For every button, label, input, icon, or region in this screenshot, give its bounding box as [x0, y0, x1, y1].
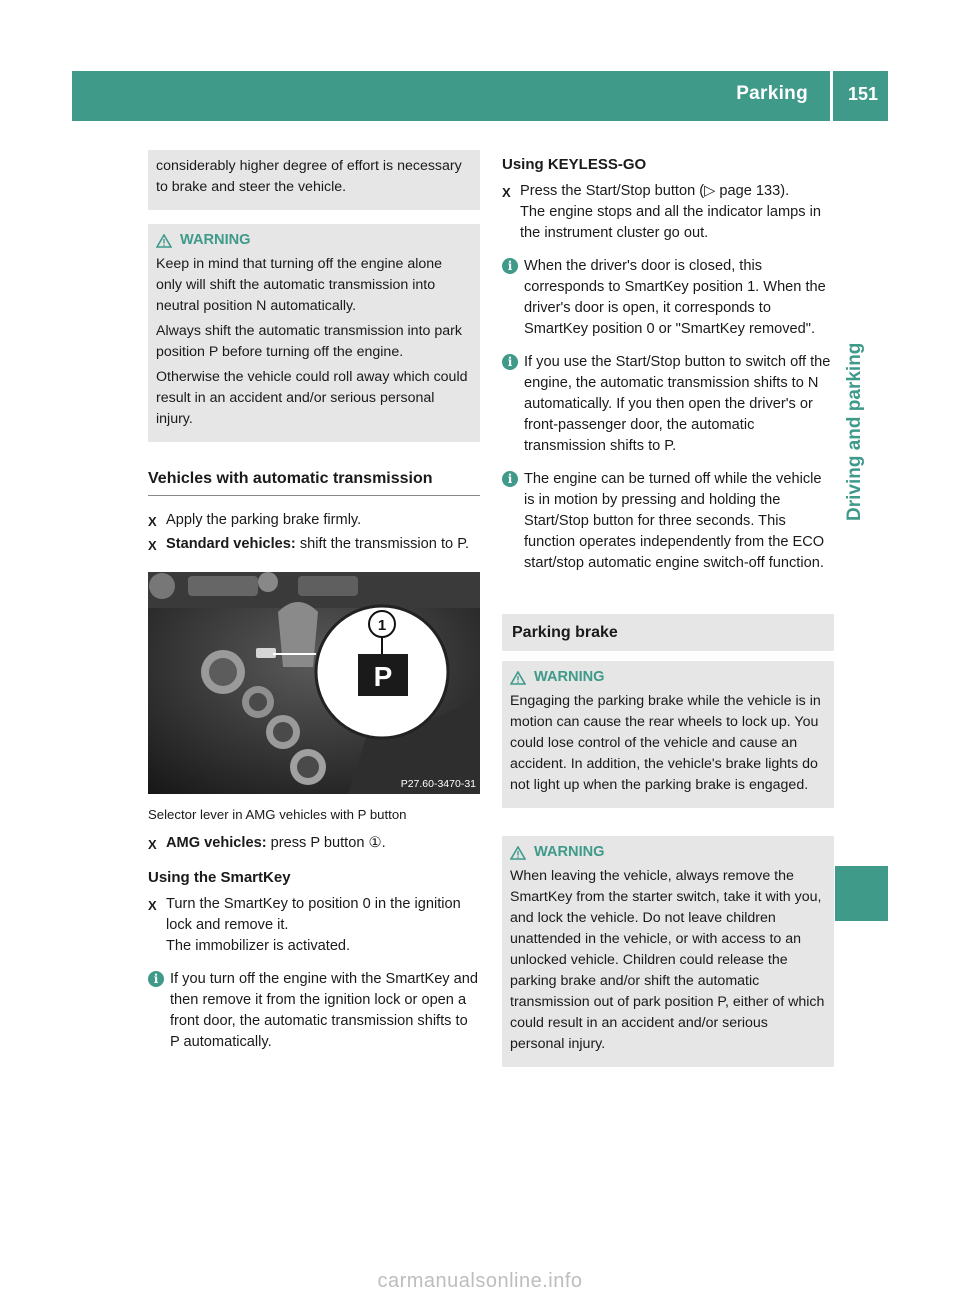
step-marker-icon: X: [148, 538, 157, 553]
watermark: carmanualsonline.info: [377, 1270, 583, 1292]
warning-paragraph: When leaving the vehicle, always remove the SmartKey from the starter switch, take it with you, and lock the vehicle. Do not leave children unattended in the vehicle, or with access to an unlocked vehicle. Children could release the parking brake and/or shift the automatic transmission out of park position P, either of which could result in an accident and/or serious personal injury.: [510, 868, 825, 1052]
right-column: [502, 150, 834, 1067]
warning-label: WARNING: [180, 232, 251, 248]
step-text: Standard vehicles: shift the transmission to P.: [166, 536, 470, 552]
section-heading: Vehicles with automatic transmission: [148, 468, 480, 496]
step-marker-icon: X: [148, 898, 157, 913]
figure-code: P27.60-3470-31: [400, 778, 476, 790]
instruction-step: [502, 181, 834, 244]
warning-box-parking-brake: [502, 661, 834, 808]
step-text: AMG vehicles: press P button ①.: [166, 835, 386, 851]
warning-header: [510, 842, 826, 863]
continued-warning-text: considerably higher degree of effort is necessary to brake and steer the vehicle.: [156, 158, 462, 195]
info-icon: i: [502, 354, 518, 370]
subheading: Using the SmartKey: [148, 869, 291, 886]
info-note: [148, 969, 480, 1053]
section-heading-bar: Parking brake: [502, 614, 834, 651]
warning-label: WARNING: [534, 669, 605, 685]
header-divider: [830, 71, 833, 121]
info-text: If you turn off the engine with the SmartKey and then remove it from the ignition lock or open a front door, the automatic transmission shifts to P automatically.: [170, 971, 479, 1050]
info-note: [502, 256, 834, 340]
warning-paragraph: Keep in mind that turning off the engine alone only will shift the automatic transmission into neutral position N automatically.: [156, 256, 443, 314]
info-text: When the driver's door is closed, this corresponds to SmartKey position 1. When the driver's door is open, it corresponds to SmartKey position 0 or "SmartKey removed".: [524, 258, 826, 337]
info-icon: i: [502, 258, 518, 274]
chapter-label: Driving and parking: [844, 342, 865, 521]
warning-paragraph: Otherwise the vehicle could roll away which could result in an accident and/or serious personal injury.: [156, 369, 468, 427]
warning-header: [510, 667, 826, 688]
chapter-side-tab: [836, 121, 888, 531]
left-column: [148, 150, 480, 1053]
warning-label: WARNING: [534, 844, 605, 860]
instruction-step: [148, 894, 480, 957]
warning-triangle-icon: [156, 234, 172, 248]
step-marker-icon: X: [148, 514, 157, 529]
chapter-marker-block: [835, 866, 888, 921]
figure-caption: Selector lever in AMG vehicles with P button: [148, 807, 407, 822]
continued-warning-box: [148, 150, 480, 210]
subheading: Using KEYLESS-GO: [502, 156, 647, 173]
instruction-step: [148, 833, 480, 855]
info-icon: i: [502, 471, 518, 487]
figure-p-letter: P: [373, 661, 393, 692]
warning-header: [156, 230, 472, 251]
section-title: Parking: [736, 83, 808, 104]
info-note: [502, 352, 834, 457]
selector-lever-illustration: [148, 572, 480, 794]
selector-lever-photo: [148, 572, 480, 794]
warning-triangle-icon: [510, 671, 526, 685]
info-icon: i: [148, 971, 164, 987]
info-note: [502, 469, 834, 574]
warning-box-engine-off: [148, 224, 480, 442]
step-marker-icon: X: [148, 837, 157, 852]
step-text: Press the Start/Stop button (▷ page 133). The engine stops and all the indicator lamps in the instrument cluster go out.: [520, 183, 821, 241]
figure-callout-number: 1: [377, 617, 387, 634]
page-header-bar: [72, 71, 888, 121]
warning-paragraph: Always shift the automatic transmission into park position P before turning off the engine.: [156, 323, 462, 360]
page-number: 151: [847, 84, 878, 104]
warning-triangle-icon: [510, 846, 526, 860]
instruction-step: [148, 534, 480, 556]
step-marker-icon: X: [502, 185, 511, 200]
instruction-step: [148, 510, 480, 532]
info-text: The engine can be turned off while the vehicle is in motion by pressing and holding the Start/Stop button for three seconds. This function operates independently from the ECO start/stop automatic engine switch-off function.: [524, 471, 825, 571]
warning-box-leaving-vehicle: [502, 836, 834, 1067]
warning-paragraph: Engaging the parking brake while the vehicle is in motion can cause the rear wheels to lock up. You could lose control of the vehicle and cause an accident. In addition, the vehicle's brake lights do not light up when the parking brake is engaged.: [510, 693, 821, 793]
step-text: Turn the SmartKey to position 0 in the ignition lock and remove it. The immobilizer is activated.: [166, 896, 461, 954]
info-text: If you use the Start/Stop button to switch off the engine, the automatic transmission shifts to N automatically. If you then open the driver's or front-passenger door, the automatic transmission shifts to P.: [524, 354, 831, 454]
step-text: Apply the parking brake firmly.: [166, 512, 362, 528]
